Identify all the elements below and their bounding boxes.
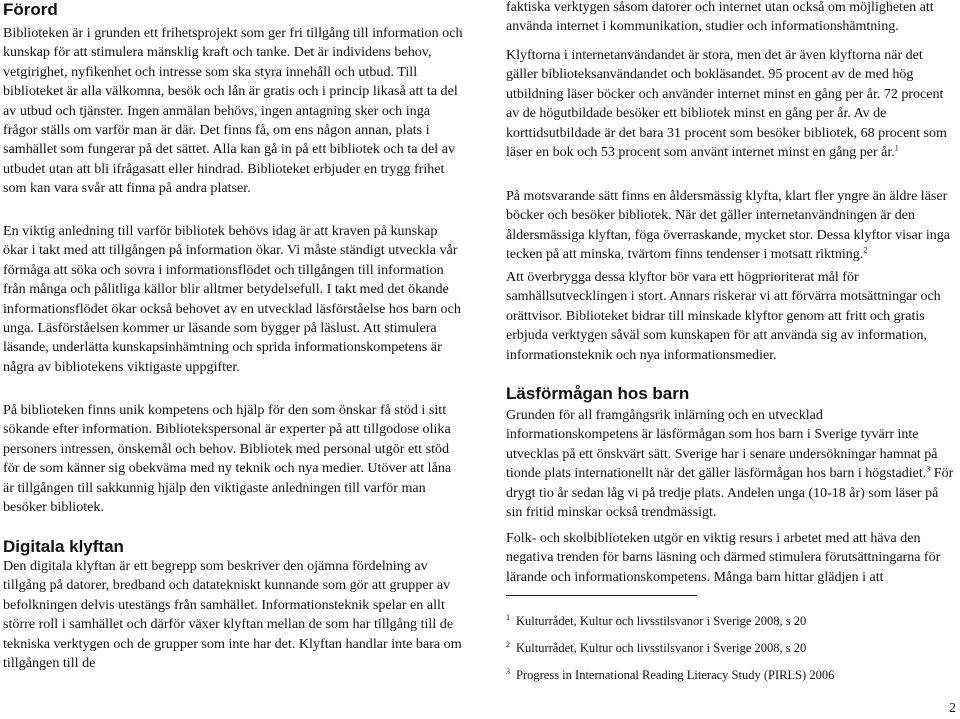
paragraph-lasformagan-1: [506, 406, 956, 522]
paragraph-lasformagan-1-cont: För drygt tio år sedan låg vi på tredje plats. Andelen unga (10-18 år) som läser på sin fritid minskar också trendmässigt.: [506, 466, 954, 521]
footnote-3: [506, 667, 834, 683]
page-number: 2: [949, 701, 956, 716]
paragraph-forord-3: På biblioteken finns unik kompetens och hjälp för den som önskar få stöd i sitt sökande efter information. Bibliotekspersonal är experter på att tillgodose olika personers intressen, önskemål och behov. Bibliotek med personal utgör ett stöd för de som känner sig obekväma med ny teknik och nya medier. Utöver att låna är tillgången till sakkunnig hjälp den viktigaste anledningen till varför man besöker bibliotek.: [3, 402, 452, 516]
footnote-1-text: Kulturrådet, Kultur och livsstilsvanor i Sverige 2008, s 20: [516, 614, 807, 628]
paragraph-forord-1: Biblioteken är i grunden ett frihetsprojekt som ger fri tillgång till information och kunskap för att stimulera mänsklig kraft och tanke. Det är individens behov, vetgirighet, nyfikenhet och intresse som ska styra innehåll och utbud. Till biblioteket är alla välkomna, besök och lån är gratis och i princip likaså att ta del av utbud och tjänster. Ingen anmälan behövs, ingen antagning sker och inga frågor ställs om varför man är där. Det finns få, om ens någon annan, plats i samhället som fungerar på det sättet. Alla kan gå in på ett bibliotek och ta del av utbudet utan att bli ifrågasatt eller hindrad. Biblioteket erbjuder en trygg frihet som kan vara svår att finna på andra platser.: [3, 25, 463, 197]
footnote-2: [506, 640, 806, 656]
paragraph-lasformagan-2: Folk- och skolbiblioteken utgör en viktig resurs i arbetet med att häva den negativa trenden för barns läsning och därmed stimulera förutsättningarna för lärande och informationskompetens. Många barn hittar glädjen i att: [506, 531, 941, 585]
paragraph-right-3-text: På motsvarande sätt finns en åldersmässig klyfta, klart fler yngre än äldre läser böcker och besöker bibliotek. När det gäller internetanvändningen är den åldersmässiga klyftan, föga överraskande, mycket stor. Dessa klyftor visar inga tecken på att minska, tvärtom finns tendenser i motsatt riktning.: [506, 189, 950, 263]
footnote-ref-2: 2: [863, 245, 868, 255]
paragraph-right-4: Att överbrygga dessa klyftor bör vara ett högprioriterat mål för samhällsutvecklingen i stort. Annars riskerar vi att förvärra motsättningar och orättvisor. Biblioteket bidrar till minskade klyftor genom att fritt och gratis erbjuda verktygen såväl som kunskapen för att använda sig av information, informationsteknik och nya informationsmedier.: [506, 270, 941, 363]
footnote-3-number: 3: [506, 666, 510, 676]
paragraph-right-2: [506, 46, 956, 162]
paragraph-digitala-klyftan: Den digitala klyftan är ett begrepp som beskriver den ojämna fördelning av tillgång på datorer, bredband och datatekniskt kunnande som gör att grupper av befolkningen delvis utestängs från samhället. Informationsteknik spelar en allt större roll i samhället och därför växer klyftan mellan de som har tillgång till de tekniska verktygen och de grupper som inte har det. Klyftan handlar inte bara om tillgången till de: [3, 558, 462, 672]
footnote-3-text: Progress in International Reading Literacy Study (PIRLS) 2006: [516, 668, 835, 682]
paragraph-right-2-text: Klyftorna i internetanvändandet är stora, men det är även klyftorna när det gäller biblioteksanvändandet och bokläsandet. 95 procent av de med hög utbildning läser böcker och använder internet minst en gång per år. 72 procent av de högutbildade besöker ett bibliotek minst en gång per år. Av de korttidsutbildade är det bara 31 procent som besöker bibliotek, 68 procent som läser en bok och 53 procent som använt internet minst en gång per år.: [506, 48, 947, 161]
paragraph-lasformagan-1-text: Grunden för all framgångsrik inlärning och en utvecklad informationskompetens är läsförmågan som hos barn i Sverige tyvärr inte utvecklas på ett önskvärt sätt. Sverige har i senare undersökningar hamnat på tionde plats internationellt när det gäller läsförmågan hos barn i högstadiet.: [506, 408, 938, 482]
footnote-1-number: 1: [506, 612, 510, 622]
footnote-1: [506, 613, 806, 629]
footnote-2-text: Kulturrådet, Kultur och livsstilsvanor i Sverige 2008, s 20: [516, 641, 807, 655]
heading-digitala-klyftan: Digitala klyftan: [3, 537, 124, 556]
paragraph-right-3: [506, 187, 956, 265]
footnote-2-number: 2: [506, 639, 510, 649]
heading-lasformagan: Läsförmågan hos barn: [506, 384, 690, 403]
footnote-ref-3: 3: [926, 464, 931, 474]
paragraph-forord-2: En viktig anledning till varför bibliotek behövs idag är att kraven på kunskap ökar i takt med att tillgången på information ökar. Vi måste ständigt utveckla vår förmåga att söka och sovra i informationsflödet och tillgången till information från många och pålitliga källor blir alltmer betydelsefull. I takt med det ökande informationsflödet ökar också behovet av en utvecklad läsförståelse hos barn och unga. Läsförståelsen kommer ur läsande som bygger på läslust. Att stimulera läsande, underlätta kunskapsinhämtning och sprida informationskompetens är några av bibliotekens viktigaste uppgifter.: [3, 223, 461, 375]
paragraph-right-1: faktiska verktygen såsom datorer och internet utan också om möjligheten att använda internet i kommunikation, studier och informationshämtning.: [506, 0, 934, 35]
heading-forord: Förord: [3, 0, 58, 19]
footnote-ref-1: 1: [894, 143, 899, 153]
footnote-divider: [506, 595, 697, 596]
